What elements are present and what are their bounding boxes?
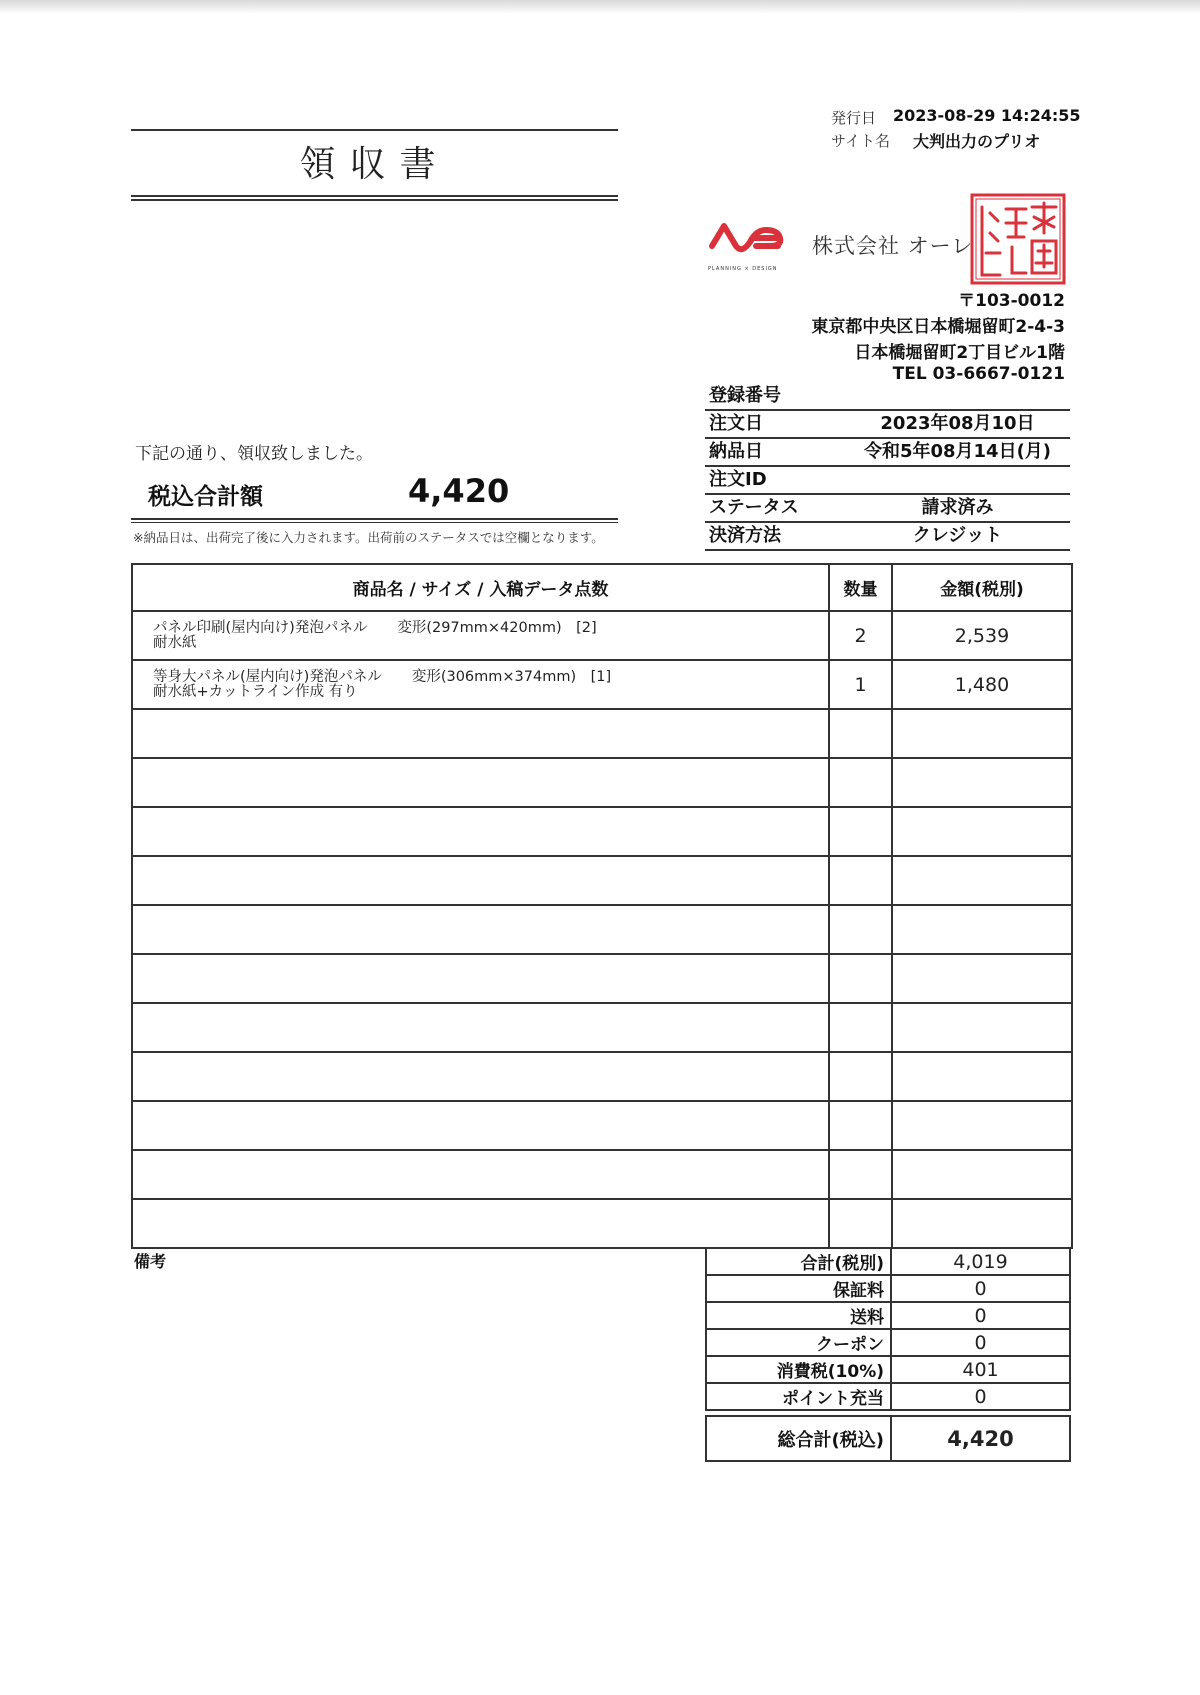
order-row-delivery-date [705,439,1070,467]
title-rule-top [131,129,618,131]
empty-row [132,807,1072,856]
summary-value: 0 [891,1275,1070,1302]
total-label: 税込合計額 [148,484,263,510]
summary-value: 0 [891,1329,1070,1356]
empty-row [132,758,1072,807]
item-quantity: 2 [829,611,892,660]
delivery-note: ※納品日は、出荷完了後に入力されます。出荷前のステータスでは空欄となります。 [133,530,604,545]
order-label: 注文日 [709,413,763,434]
grand-total-value: 4,420 [891,1416,1070,1461]
summary-row [706,1302,1070,1329]
summary-label: 送料 [706,1302,891,1329]
summary-label: 合計(税別) [706,1248,891,1275]
company-seal-icon [970,193,1066,289]
item-name-cell [132,611,829,660]
order-row-registration [705,383,1070,411]
order-row-order-id [705,467,1070,495]
title-rule-bottom [131,195,618,197]
order-value: 請求済み [921,497,994,518]
company-logo-icon [708,216,788,272]
order-row-payment [705,523,1070,551]
table-row [132,660,1072,709]
site-name-value: 大判出力のプリオ [913,132,1041,151]
total-rule-double [131,522,618,523]
summary-label: 消費税(10%) [706,1356,891,1383]
empty-row [132,1003,1072,1052]
summary-value: 401 [891,1356,1070,1383]
summary-value: 0 [891,1302,1070,1329]
empty-row [132,709,1072,758]
received-text: 下記の通り、領収致しました。 [135,444,373,464]
title-rule-bottom-double [131,199,618,201]
summary-row [706,1383,1070,1410]
empty-row [132,1052,1072,1101]
company-name: 株式会社 オーレ [812,234,974,258]
empty-row [132,1150,1072,1199]
empty-row [132,905,1072,954]
empty-row [132,954,1072,1003]
order-row-order-date [705,411,1070,439]
order-value: クレジット [912,525,1003,546]
order-label: 決済方法 [709,525,781,546]
summary-value: 0 [891,1383,1070,1410]
summary-label: ポイント充当 [706,1383,891,1410]
order-info-table [705,383,1070,551]
grand-total-row [706,1416,1070,1461]
order-value: 令和5年08月14日(月) [863,441,1052,462]
order-label: 登録番号 [709,385,781,406]
order-label: 注文ID [709,469,767,490]
item-name: パネル印刷(屋内向け)発泡パネル [153,619,368,636]
summary-row [706,1248,1070,1275]
issue-date-label: 発行日 [831,109,877,127]
header-quantity: 数量 [829,564,892,611]
header-amount: 金額(税別) [892,564,1072,611]
summary-label: クーポン [706,1329,891,1356]
order-row-status [705,495,1070,523]
item-amount: 2,539 [892,611,1072,660]
company-tel: TEL 03-6667-0121 [892,364,1065,384]
item-option: 耐水紙 [153,634,197,651]
items-header-row [132,564,1072,611]
grand-total-label: 総合計(税込) [706,1416,891,1461]
item-name-cell [132,660,829,709]
summary-value: 4,019 [891,1248,1070,1275]
item-name: 等身大パネル(屋内向け)発泡パネル [153,668,382,685]
summary-row [706,1356,1070,1383]
item-option: 耐水紙+カットライン作成 有り [153,683,358,700]
total-rule [131,518,618,520]
company-address-2: 日本橋堀留町2丁目ビル1階 [854,343,1065,363]
remarks-label: 備考 [134,1252,167,1271]
item-quantity: 1 [829,660,892,709]
summary-label: 保証料 [706,1275,891,1302]
summary-row [706,1275,1070,1302]
total-value: 4,420 [408,472,510,510]
order-label: 納品日 [709,441,763,462]
site-name-label: サイト名 [831,132,890,150]
table-row [132,611,1072,660]
issue-date-value: 2023-08-29 14:24:55 [893,106,1081,125]
logo-caption: PLANNING × DESIGN [708,266,778,272]
item-spec: 変形(306mm×374mm) [1] [411,668,612,685]
document-title: 領収書 [299,144,450,185]
header-product: 商品名 / サイズ / 入稿データ点数 [132,564,829,611]
summary-row [706,1329,1070,1356]
company-postal: 〒103-0012 [958,291,1065,311]
empty-row [132,1101,1072,1150]
empty-row [132,856,1072,905]
viewer-top-shade [0,0,1200,14]
summary-table [705,1247,1071,1462]
order-value: 2023年08月10日 [880,413,1035,434]
company-address-1: 東京都中央区日本橋堀留町2-4-3 [811,317,1065,337]
order-label: ステータス [709,497,799,518]
items-table [131,563,1073,1249]
empty-row [132,1199,1072,1248]
item-amount: 1,480 [892,660,1072,709]
item-spec: 変形(297mm×420mm) [2] [397,619,597,636]
